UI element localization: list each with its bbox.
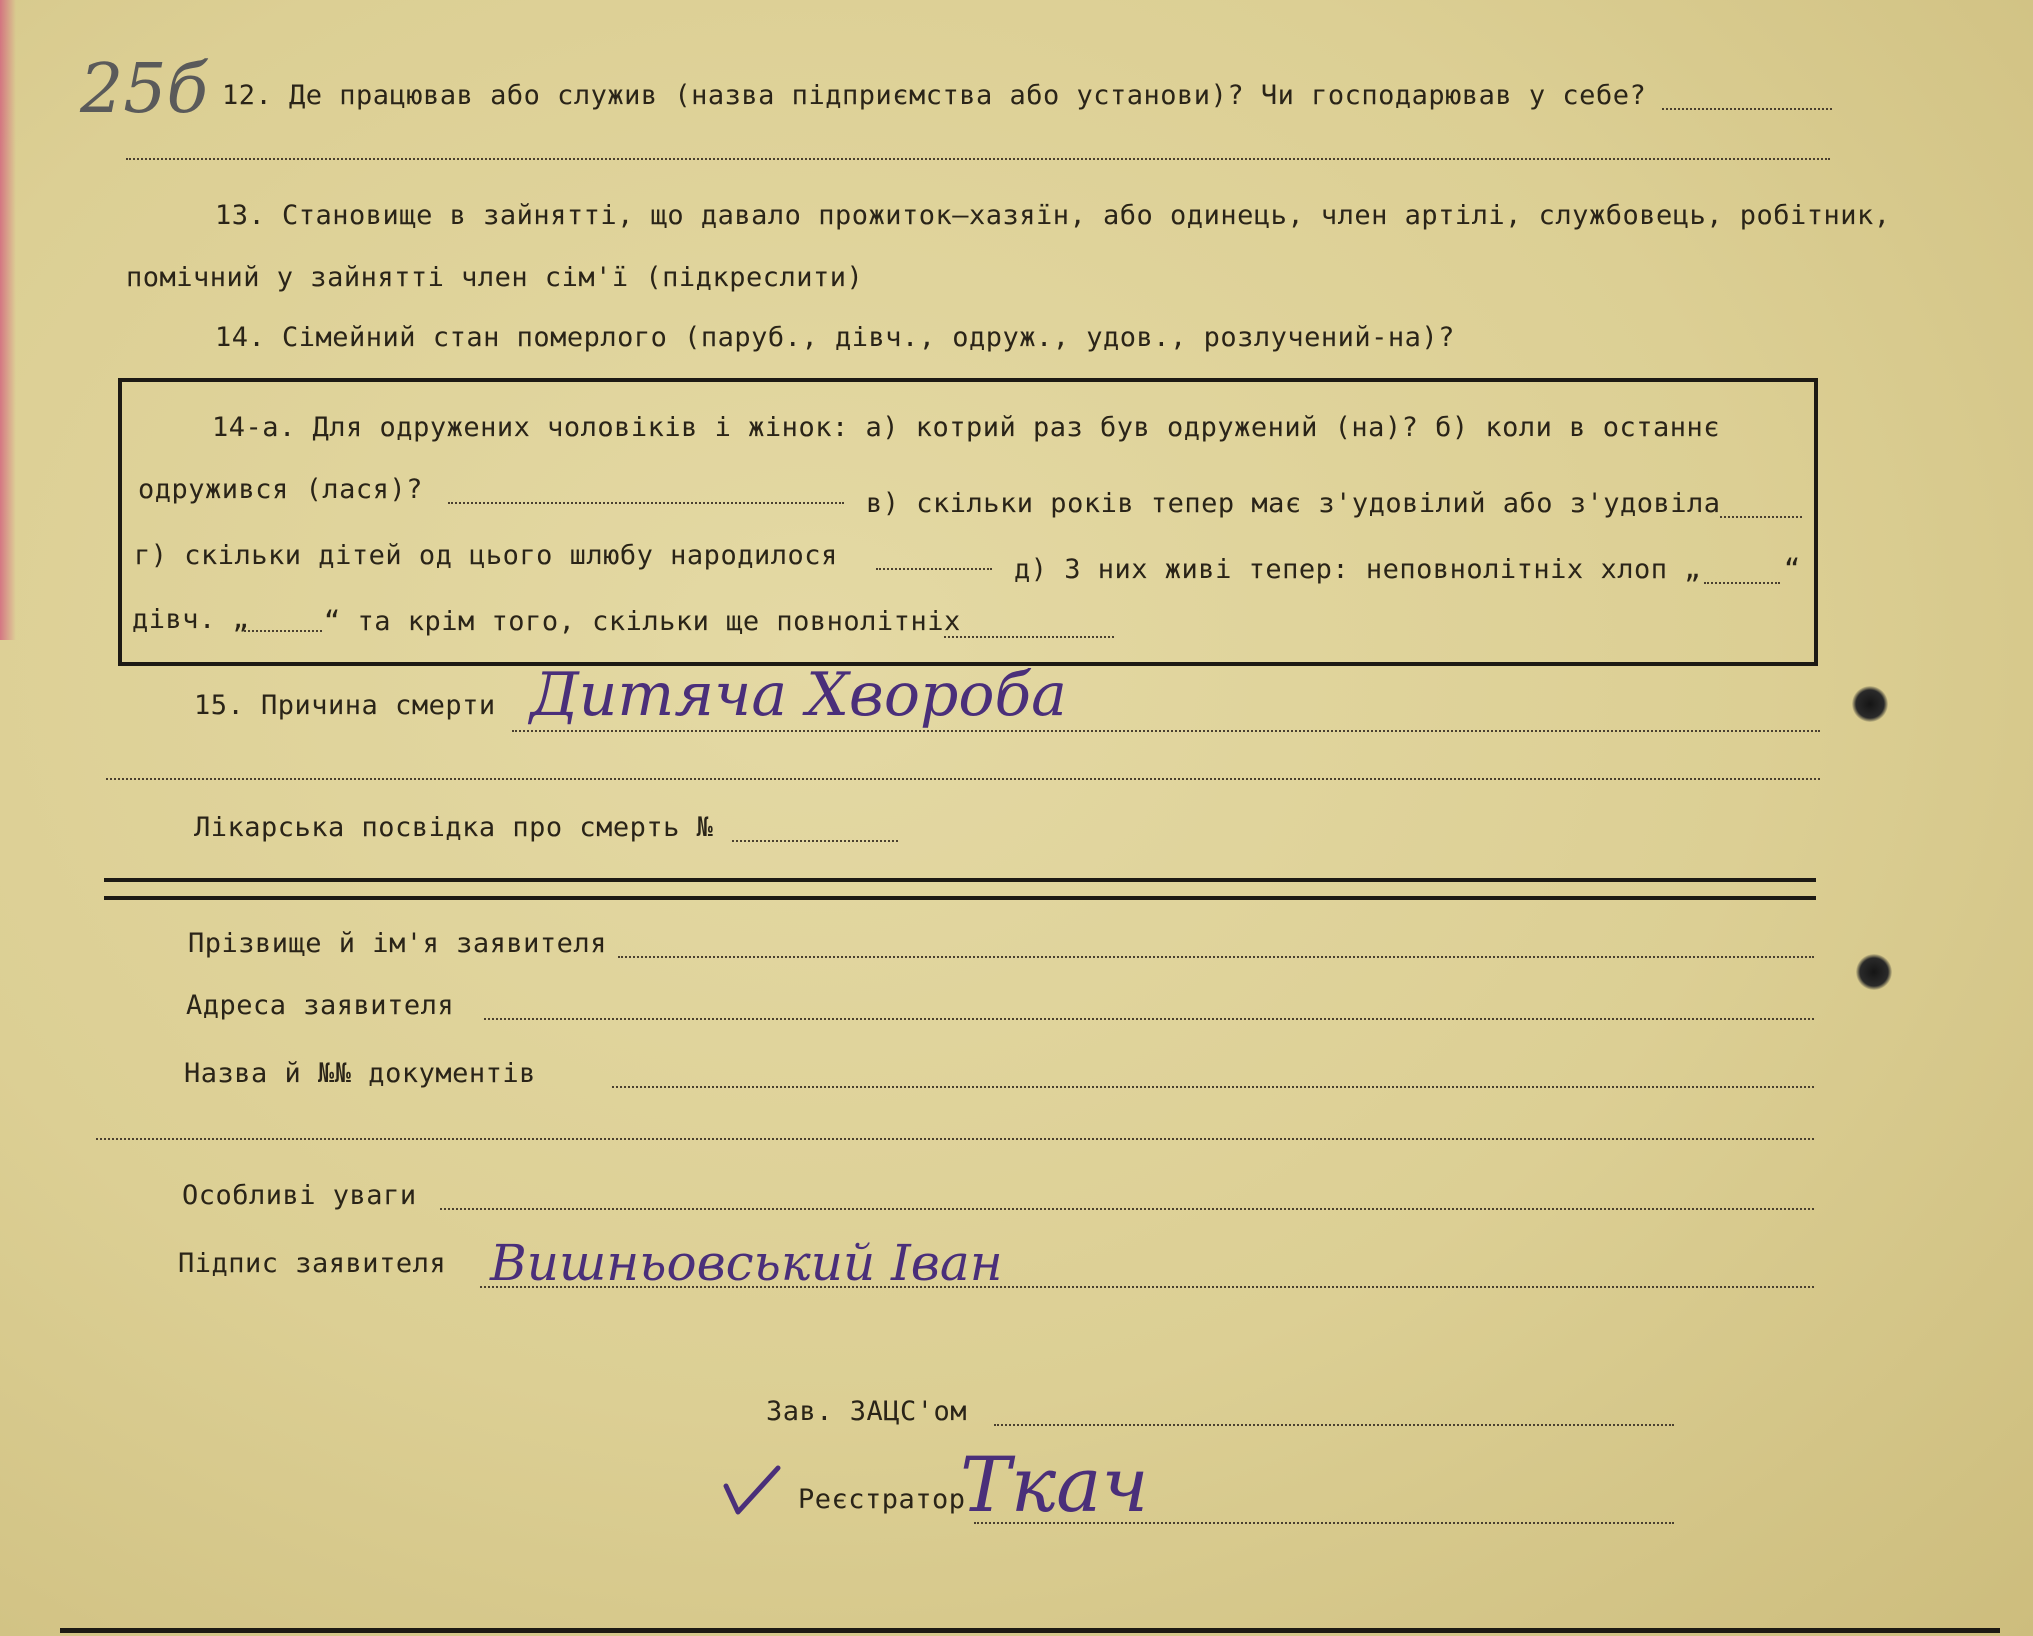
- q14a-line2b: в) скільки років тепер має з'удовілий або з'удовіла: [866, 488, 1721, 519]
- q14-text: 14. Сімейний стан померлого (паруб., дівч., одруж., удов., розлучений-на)?: [215, 322, 1455, 353]
- q14a-line3b: д) З них живі тепер: неповнолітніх хлоп „: [1014, 554, 1701, 585]
- applicant-address-label: Адреса заявителя: [186, 990, 455, 1021]
- q14a-girls-line: [244, 630, 322, 632]
- q14a-line2a: одружився (лася)?: [138, 474, 423, 505]
- q14a-line4b: “ та крім того, скільки ще повнолітніх: [324, 606, 961, 637]
- pink-edge-stain: [0, 0, 16, 640]
- registrar-line: [974, 1522, 1674, 1524]
- page-bottom-rule: [60, 1628, 2000, 1633]
- section-rule-top: [104, 878, 1816, 882]
- zags-head-line: [994, 1424, 1674, 1426]
- pencil-page-number: 25б: [80, 50, 209, 129]
- applicant-signature-label: Підпис заявителя: [178, 1248, 447, 1279]
- q14a-line4a: дівч. „: [132, 604, 250, 635]
- q15-fill-line: [512, 730, 1820, 732]
- applicant-name-label: Прізвище й ім'я заявителя: [188, 928, 607, 959]
- medical-cert-number-line: [732, 840, 898, 842]
- applicant-name-line: [618, 956, 1814, 958]
- medical-cert-label: Лікарська посвідка про смерть №: [194, 812, 714, 843]
- zags-head-label: Зав. ЗАЦС'ом: [766, 1396, 968, 1427]
- q14a-adults-line: [944, 636, 1114, 638]
- q15-cause-handwriting: Дитяча Хвороба: [530, 660, 1067, 730]
- q14a-line1: 14-а. Для одружених чоловіків і жінок: а) котрий раз був одружений (на)? б) коли в останнє: [212, 412, 1720, 443]
- applicant-signature-handwriting: Вишньовський Іван: [490, 1234, 1003, 1292]
- q14a-line3a: г) скільки дітей од цього шлюбу народилося: [134, 540, 838, 571]
- q15-label: 15. Причина смерти: [194, 690, 496, 721]
- check-mark-icon: [722, 1462, 782, 1522]
- q14a-line3c: “: [1784, 554, 1801, 585]
- q12-text: 12. Де працював або служив (назва підприємства або установи)? Чи господарював у себе?: [222, 80, 1647, 111]
- q14a-widowed-years-line: [1720, 516, 1802, 518]
- section-rule-bottom: [104, 896, 1816, 900]
- applicant-address-line: [484, 1018, 1814, 1020]
- notes-line: [440, 1208, 1814, 1210]
- q13-line1: 13. Становище в зайнятті, що давало прожиток—хазяїн, або одинець, член артілі, службовець, робітник,: [215, 200, 1891, 231]
- registrar-label: Реєстратор: [798, 1484, 966, 1515]
- registrar-signature-handwriting: Ткач: [960, 1440, 1149, 1529]
- applicant-docs-line: [612, 1086, 1814, 1088]
- q13-line2: помічний у зайнятті член сім'ї (підкреслити): [126, 262, 864, 293]
- binding-hole-icon: [1852, 686, 1888, 722]
- binding-hole-icon: [1856, 954, 1892, 990]
- q14a-children-born-line: [876, 568, 992, 570]
- q15-fill-line-2: [106, 778, 1820, 780]
- q12-fill-line: [1662, 108, 1832, 110]
- q14a-boys-line: [1704, 582, 1780, 584]
- applicant-docs-line-2: [96, 1138, 1814, 1140]
- applicant-signature-line: [480, 1286, 1814, 1288]
- applicant-docs-label: Назва й №№ документів: [184, 1058, 536, 1089]
- q12-fill-line-2: [126, 158, 1830, 160]
- q14a-marriage-date-line: [448, 502, 844, 504]
- notes-label: Особливі уваги: [182, 1180, 417, 1211]
